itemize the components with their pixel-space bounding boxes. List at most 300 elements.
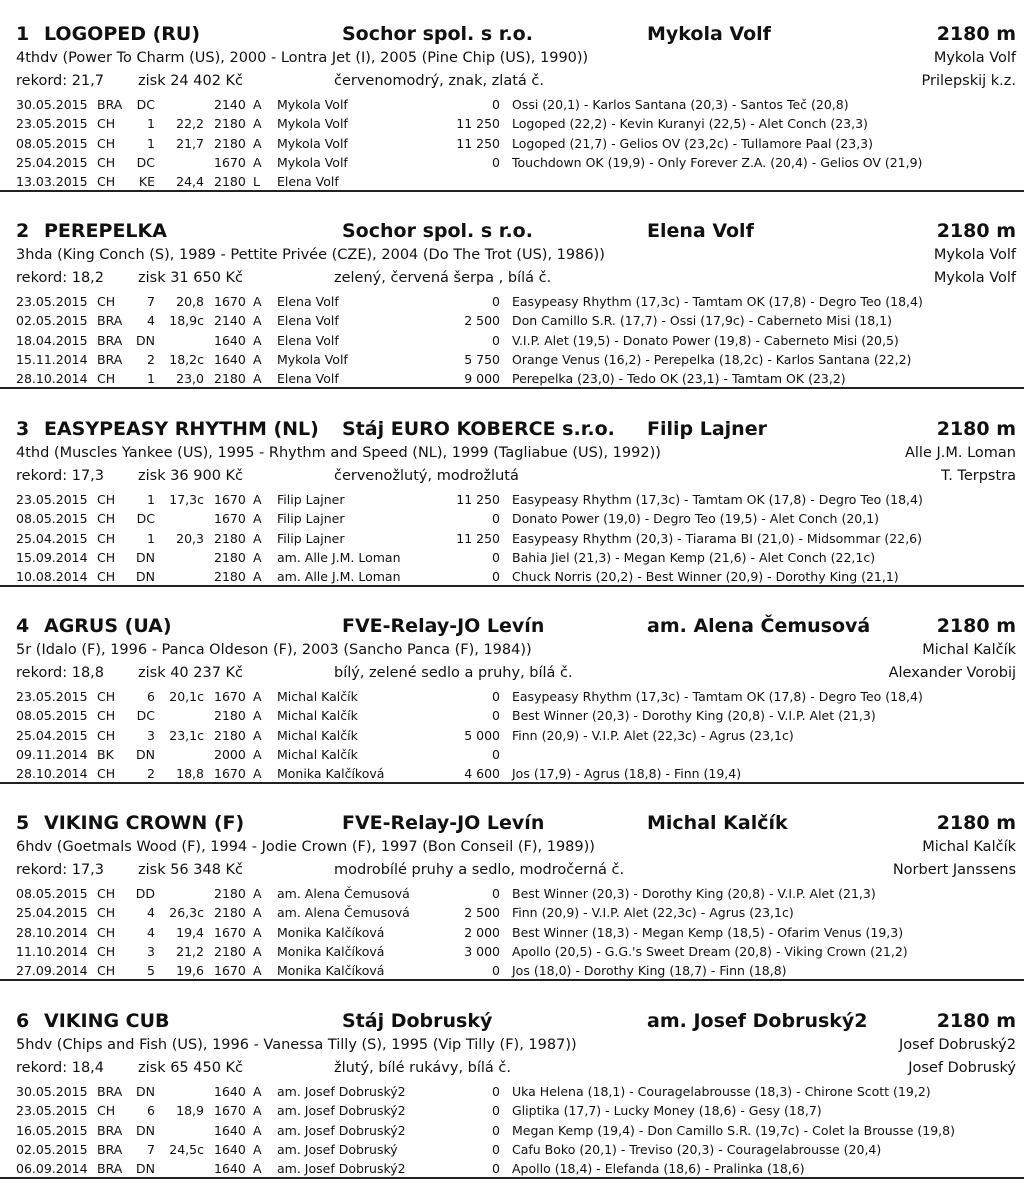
race-track: BRA: [97, 332, 123, 348]
record: rekord: 18,4: [16, 1060, 105, 1076]
race-dist: 2180: [214, 371, 246, 387]
race-prize: 5 750: [464, 351, 500, 367]
race-placing: 2: [147, 351, 155, 367]
race-dist: 2180: [214, 943, 246, 959]
race-placing: DN: [136, 1161, 155, 1177]
race-dist: 1640: [214, 351, 246, 367]
pedigree: 6hdv (Goetmals Wood (F), 1994 - Jodie Crown (F), 1997 (Bon Conseil (F), 1989)): [16, 839, 595, 855]
race-history-row: [0, 509, 1024, 528]
race-date: 13.03.2015: [16, 174, 88, 190]
pedigree: 3hda (King Conch (S), 1989 - Pettite Privée (CZE), 2004 (Do The Trot (US), 1986)): [16, 247, 605, 263]
race-prize: 0: [492, 1122, 500, 1138]
owner-name: Stáj EURO KOBERCE s.r.o.: [342, 418, 615, 440]
race-start: A: [253, 549, 262, 565]
horse-entry: [0, 997, 1024, 1187]
race-history-row: [0, 529, 1024, 548]
pedigree: 4thdv (Power To Charm (US), 2000 - Lontra Jet (I), 2005 (Pine Chip (US), 1990)): [16, 50, 589, 66]
owner-name: Sochor spol. s r.o.: [342, 23, 533, 45]
race-start: A: [253, 727, 262, 743]
race-history-row: [0, 706, 1024, 725]
race-placing: 4: [147, 313, 155, 329]
trainer-name: Michal Kalčík: [922, 839, 1016, 855]
race-history-row: [0, 134, 1024, 153]
race-driver: am. Alena Čemusová: [277, 905, 410, 921]
horse-number: 2: [16, 220, 30, 242]
race-prize: 0: [492, 689, 500, 704]
race-driver: am. Alena Čemusová: [277, 886, 410, 901]
race-date: 23.05.2015: [16, 116, 88, 132]
race-prize: 11 250: [456, 492, 500, 507]
race-start: A: [253, 1161, 262, 1177]
race-date: 28.10.2014: [16, 924, 88, 940]
race-history-row: [0, 1140, 1024, 1159]
race-placing: DN: [136, 1122, 155, 1138]
race-track: CH: [97, 924, 116, 940]
race-start: A: [253, 492, 262, 507]
race-dist: 1670: [214, 294, 246, 309]
horse-name: VIKING CROWN (F): [44, 812, 245, 834]
horse-name: AGRUS (UA): [44, 615, 172, 637]
race-placing: DN: [136, 332, 155, 348]
record: rekord: 17,3: [16, 862, 105, 878]
race-track: CH: [97, 511, 116, 527]
racing-colors: žlutý, bílé rukávy, bílá č.: [334, 1060, 512, 1076]
race-dist: 2180: [214, 886, 246, 901]
race-track: CH: [97, 154, 116, 170]
trainer-name: Mykola Volf: [933, 247, 1016, 263]
pedigree: 5hdv (Chips and Fish (US), 1996 - Vanessa Tilly (S), 1995 (Vip Tilly (F), 1987)): [16, 1037, 577, 1053]
owner-name: Stáj Dobruský: [342, 1010, 493, 1032]
race-driver: am. Josef Dobruský2: [277, 1084, 406, 1099]
race-date: 08.05.2015: [16, 886, 88, 901]
race-prize: 11 250: [456, 135, 500, 151]
race-prize: 0: [492, 708, 500, 724]
race-start: A: [253, 371, 262, 387]
race-placing: DC: [136, 154, 155, 170]
race-placing: 7: [147, 294, 155, 309]
driver-name: Filip Lajner: [647, 418, 767, 440]
race-date: 08.05.2015: [16, 708, 88, 724]
race-placing: 1: [147, 135, 155, 151]
race-history-row: [0, 369, 1024, 388]
race-dist: 1640: [214, 1122, 246, 1138]
race-driver: am. Josef Dobruský2: [277, 1161, 406, 1177]
race-date: 08.05.2015: [16, 135, 88, 151]
race-result: Gliptika (17,7) - Lucky Money (18,6) - Gesy (18,7): [512, 1103, 822, 1119]
horse-number: 4: [16, 615, 30, 637]
race-result: Easypeasy Rhythm (17,3c) - Tamtam OK (17,8) - Degro Teo (18,4): [512, 294, 923, 309]
racing-colors: červenožlutý, modrožlutá: [334, 468, 519, 484]
race-placing: 4: [147, 905, 155, 921]
race-history-row: [0, 153, 1024, 172]
race-prize: 0: [492, 886, 500, 901]
race-dist: 1670: [214, 963, 246, 979]
earnings: zisk 65 450 Kč: [138, 1060, 244, 1076]
section-divider: [0, 585, 1024, 587]
race-history-row: [0, 331, 1024, 350]
race-history-row: [0, 1082, 1024, 1101]
race-start: A: [253, 905, 262, 921]
race-history-row: [0, 548, 1024, 567]
race-time: 22,2: [176, 116, 204, 132]
race-time: 18,8: [176, 766, 204, 782]
race-distance: 2180 m: [936, 615, 1016, 637]
race-history-row: [0, 884, 1024, 903]
horse-name: EASYPEASY RHYTHM (NL): [44, 418, 319, 440]
race-dist: 2180: [214, 116, 246, 132]
race-placing: 1: [147, 116, 155, 132]
race-track: CH: [97, 708, 116, 724]
race-driver: am. Josef Dobruský2: [277, 1122, 406, 1138]
race-track: BRA: [97, 313, 123, 329]
race-prize: 11 250: [456, 116, 500, 132]
race-date: 18.04.2015: [16, 332, 88, 348]
race-result: Apollo (18,4) - Elefanda (18,6) - Pralinka (18,6): [512, 1161, 805, 1177]
race-placing: 2: [147, 766, 155, 782]
race-date: 25.04.2015: [16, 154, 88, 170]
race-placing: 1: [147, 371, 155, 387]
race-result: Cafu Boko (20,1) - Treviso (20,3) - Couragelabrousse (20,4): [512, 1141, 882, 1157]
race-prize: 0: [492, 1103, 500, 1119]
race-track: CH: [97, 943, 116, 959]
race-track: CH: [97, 294, 116, 309]
race-track: CH: [97, 727, 116, 743]
race-start: A: [253, 1103, 262, 1119]
race-prize: 3 000: [464, 943, 500, 959]
race-history-row: [0, 350, 1024, 369]
race-track: BRA: [97, 351, 123, 367]
race-date: 28.10.2014: [16, 766, 88, 782]
trainer-name: Alle J.M. Loman: [904, 445, 1016, 461]
race-placing: 1: [147, 530, 155, 546]
race-driver: Mykola Volf: [277, 116, 348, 132]
race-time: 20,3: [176, 530, 204, 546]
race-driver: Elena Volf: [277, 371, 339, 387]
earnings: zisk 56 348 Kč: [138, 862, 244, 878]
horse-number: 1: [16, 23, 30, 45]
horse-name: VIKING CUB: [44, 1010, 170, 1032]
race-history-row: [0, 292, 1024, 311]
section-divider: [0, 387, 1024, 389]
owner-name: FVE-Relay-JO Levín: [342, 812, 545, 834]
horse-entry: [0, 207, 1024, 397]
section-divider: [0, 190, 1024, 192]
race-placing: DC: [136, 511, 155, 527]
race-start: A: [253, 116, 262, 132]
race-date: 25.04.2015: [16, 530, 88, 546]
race-result: Touchdown OK (19,9) - Only Forever Z.A. (20,4) - Gelios OV (21,9): [512, 154, 923, 170]
race-result: V.I.P. Alet (19,5) - Donato Power (19,8) - Caberneto Misi (20,5): [512, 332, 899, 348]
race-prize: 0: [492, 294, 500, 309]
race-track: CH: [97, 135, 116, 151]
race-driver: Monika Kalčíková: [277, 766, 385, 782]
race-history-row: [0, 1121, 1024, 1140]
race-result: Bahia Jiel (21,3) - Megan Kemp (21,6) - Alet Conch (22,1c): [512, 549, 876, 565]
race-driver: Mykola Volf: [277, 351, 348, 367]
race-start: A: [253, 766, 262, 782]
race-date: 08.05.2015: [16, 511, 88, 527]
owner-name: FVE-Relay-JO Levín: [342, 615, 545, 637]
race-track: BRA: [97, 1122, 123, 1138]
race-dist: 2180: [214, 174, 246, 190]
race-date: 09.11.2014: [16, 746, 88, 762]
race-track: BRA: [97, 1161, 123, 1177]
race-dist: 2180: [214, 708, 246, 724]
race-result: Easypeasy Rhythm (17,3c) - Tamtam OK (17,8) - Degro Teo (18,4): [512, 492, 923, 507]
race-dist: 1670: [214, 511, 246, 527]
race-prize: 4 600: [464, 766, 500, 782]
race-start: A: [253, 746, 262, 762]
race-dist: 1670: [214, 154, 246, 170]
race-result: Megan Kemp (19,4) - Don Camillo S.R. (19,7c) - Colet la Brousse (19,8): [512, 1122, 955, 1138]
race-dist: 2180: [214, 530, 246, 546]
race-date: 02.05.2015: [16, 313, 88, 329]
race-prize: 0: [492, 746, 500, 762]
race-result: Jos (17,9) - Agrus (18,8) - Finn (19,4): [512, 766, 742, 782]
race-result: Jos (18,0) - Dorothy King (18,7) - Finn (18,8): [512, 963, 787, 979]
race-date: 10.08.2014: [16, 569, 88, 585]
race-driver: Elena Volf: [277, 332, 339, 348]
race-time: 18,9: [176, 1103, 204, 1119]
race-prize: 0: [492, 963, 500, 979]
record: rekord: 17,3: [16, 468, 105, 484]
race-result: Best Winner (20,3) - Dorothy King (20,8) - V.I.P. Alet (21,3): [512, 708, 876, 724]
horse-name: LOGOPED (RU): [44, 23, 201, 45]
race-date: 27.09.2014: [16, 963, 88, 979]
race-prize: 11 250: [456, 530, 500, 546]
race-dist: 2180: [214, 905, 246, 921]
race-prize: 0: [492, 1141, 500, 1157]
race-dist: 2180: [214, 569, 246, 585]
race-result: Chuck Norris (20,2) - Best Winner (20,9) - Dorothy King (21,1): [512, 569, 899, 585]
race-time: 24,5c: [169, 1141, 204, 1157]
race-dist: 1670: [214, 689, 246, 704]
race-driver: Filip Lajner: [277, 492, 345, 507]
race-time: 17,3c: [169, 492, 204, 507]
race-driver: Elena Volf: [277, 294, 339, 309]
race-driver: Monika Kalčíková: [277, 943, 385, 959]
race-history-row: [0, 172, 1024, 191]
race-time: 19,4: [176, 924, 204, 940]
race-prize: 2 000: [464, 924, 500, 940]
horse-name: PEREPELKA: [44, 220, 167, 242]
race-track: CH: [97, 371, 116, 387]
race-distance: 2180 m: [936, 418, 1016, 440]
earnings: zisk 31 650 Kč: [138, 270, 244, 286]
race-placing: DN: [136, 746, 155, 762]
race-start: L: [253, 174, 260, 190]
race-date: 16.05.2015: [16, 1122, 88, 1138]
race-placing: DN: [136, 569, 155, 585]
race-prize: 0: [492, 1161, 500, 1177]
race-history-row: [0, 764, 1024, 783]
race-driver: Monika Kalčíková: [277, 963, 385, 979]
trainer-name: Mykola Volf: [933, 50, 1016, 66]
race-track: BRA: [97, 97, 123, 112]
race-start: A: [253, 294, 262, 309]
race-date: 11.10.2014: [16, 943, 88, 959]
race-date: 15.09.2014: [16, 549, 88, 565]
race-date: 15.11.2014: [16, 351, 88, 367]
race-driver: Filip Lajner: [277, 511, 345, 527]
race-placing: 6: [147, 689, 155, 704]
race-history-row: [0, 687, 1024, 706]
race-track: CH: [97, 174, 116, 190]
race-prize: 5 000: [464, 727, 500, 743]
earnings: zisk 24 402 Kč: [138, 73, 244, 89]
race-time: 24,4: [176, 174, 204, 190]
breeder-name: Mykola Volf: [933, 270, 1016, 286]
race-start: A: [253, 886, 262, 901]
race-track: CH: [97, 963, 116, 979]
race-driver: am. Alle J.M. Loman: [277, 569, 401, 585]
race-placing: DC: [136, 97, 155, 112]
race-placing: 4: [147, 924, 155, 940]
race-date: 25.04.2015: [16, 905, 88, 921]
race-history-row: [0, 961, 1024, 980]
race-start: A: [253, 530, 262, 546]
race-time: 19,6: [176, 963, 204, 979]
earnings: zisk 40 237 Kč: [138, 665, 244, 681]
race-start: A: [253, 351, 262, 367]
breeder-name: T. Terpstra: [941, 468, 1016, 484]
section-divider: [0, 979, 1024, 981]
trainer-name: Michal Kalčík: [922, 642, 1016, 658]
section-divider: [0, 782, 1024, 784]
race-track: CH: [97, 905, 116, 921]
race-result: Logoped (21,7) - Gelios OV (23,2c) - Tullamore Paal (23,3): [512, 135, 874, 151]
driver-name: Elena Volf: [647, 220, 754, 242]
race-result: Perepelka (23,0) - Tedo OK (23,1) - Tamtam OK (23,2): [512, 371, 846, 387]
race-prize: 0: [492, 1084, 500, 1099]
race-placing: 3: [147, 943, 155, 959]
race-distance: 2180 m: [936, 1010, 1016, 1032]
race-history-row: [0, 745, 1024, 764]
race-track: CH: [97, 766, 116, 782]
race-history-row: [0, 1101, 1024, 1120]
horse-entry: [0, 10, 1024, 200]
race-placing: 3: [147, 727, 155, 743]
race-prize: 0: [492, 97, 500, 112]
race-driver: Michal Kalčík: [277, 708, 358, 724]
race-driver: Elena Volf: [277, 313, 339, 329]
race-track: CH: [97, 689, 116, 704]
race-dist: 2000: [214, 746, 246, 762]
race-placing: DN: [136, 549, 155, 565]
race-driver: Michal Kalčík: [277, 689, 358, 704]
race-result: Donato Power (19,0) - Degro Teo (19,5) - Alet Conch (20,1): [512, 511, 880, 527]
race-date: 28.10.2014: [16, 371, 88, 387]
race-prize: 2 500: [464, 313, 500, 329]
race-driver: Mykola Volf: [277, 135, 348, 151]
race-start: A: [253, 1122, 262, 1138]
race-result: Ossi (20,1) - Karlos Santana (20,3) - Santos Teč (20,8): [512, 97, 849, 112]
race-time: 20,1c: [169, 689, 204, 704]
breeder-name: Norbert Janssens: [892, 862, 1016, 878]
race-start: A: [253, 708, 262, 724]
race-history-row: [0, 726, 1024, 745]
record: rekord: 18,8: [16, 665, 105, 681]
race-dist: 1670: [214, 766, 246, 782]
race-track: CH: [97, 492, 116, 507]
race-dist: 1670: [214, 924, 246, 940]
race-result: Best Winner (20,3) - Dorothy King (20,8) - V.I.P. Alet (21,3): [512, 886, 876, 901]
race-date: 06.09.2014: [16, 1161, 88, 1177]
race-dist: 2180: [214, 135, 246, 151]
record: rekord: 18,2: [16, 270, 105, 286]
race-track: CH: [97, 569, 116, 585]
race-distance: 2180 m: [936, 220, 1016, 242]
horse-entry: [0, 405, 1024, 595]
breeder-name: Prilepskij k.z.: [921, 73, 1016, 89]
racing-colors: červenomodrý, znak, zlatá č.: [334, 73, 544, 89]
race-result: Orange Venus (16,2) - Perepelka (18,2c) - Karlos Santana (22,2): [512, 351, 912, 367]
race-distance: 2180 m: [936, 812, 1016, 834]
race-history-row: [0, 1159, 1024, 1178]
race-start: A: [253, 154, 262, 170]
race-placing: 6: [147, 1103, 155, 1119]
race-start: A: [253, 569, 262, 585]
race-driver: Elena Volf: [277, 174, 339, 190]
race-dist: 2180: [214, 549, 246, 565]
driver-name: am. Alena Čemusová: [647, 615, 871, 637]
race-result: Logoped (22,2) - Kevin Kuranyi (22,5) - Alet Conch (23,3): [512, 116, 868, 132]
race-dist: 2140: [214, 313, 246, 329]
race-track: CH: [97, 549, 116, 565]
race-history-row: [0, 311, 1024, 330]
race-driver: Filip Lajner: [277, 530, 345, 546]
race-prize: 0: [492, 154, 500, 170]
race-track: BRA: [97, 1084, 123, 1099]
race-date: 02.05.2015: [16, 1141, 88, 1157]
race-start: A: [253, 97, 262, 112]
race-history-row: [0, 903, 1024, 922]
race-track: BK: [97, 746, 114, 762]
race-result: Apollo (20,5) - G.G.'s Sweet Dream (20,8) - Viking Crown (21,2): [512, 943, 908, 959]
race-history-row: [0, 942, 1024, 961]
race-prize: 0: [492, 511, 500, 527]
race-start: A: [253, 511, 262, 527]
race-dist: 2180: [214, 727, 246, 743]
race-start: A: [253, 689, 262, 704]
race-history-row: [0, 567, 1024, 586]
race-result: Easypeasy Rhythm (20,3) - Tiarama BI (21,0) - Midsommar (22,6): [512, 530, 922, 546]
breeder-name: Alexander Vorobij: [888, 665, 1016, 681]
race-placing: DC: [136, 708, 155, 724]
race-start: A: [253, 963, 262, 979]
race-start: A: [253, 1141, 262, 1157]
race-start: A: [253, 943, 262, 959]
breeder-name: Josef Dobruský: [908, 1060, 1016, 1076]
race-date: 25.04.2015: [16, 727, 88, 743]
horse-number: 6: [16, 1010, 30, 1032]
race-track: CH: [97, 886, 116, 901]
race-dist: 1640: [214, 1161, 246, 1177]
race-driver: Mykola Volf: [277, 154, 348, 170]
section-divider: [0, 1177, 1024, 1179]
race-dist: 2140: [214, 97, 246, 112]
race-result: Easypeasy Rhythm (17,3c) - Tamtam OK (17,8) - Degro Teo (18,4): [512, 689, 923, 704]
race-dist: 1640: [214, 1141, 246, 1157]
driver-name: am. Josef Dobruský2: [647, 1010, 868, 1032]
race-driver: Monika Kalčíková: [277, 924, 385, 940]
race-placing: DD: [135, 886, 155, 901]
race-driver: Michal Kalčík: [277, 746, 358, 762]
race-dist: 1640: [214, 332, 246, 348]
racing-colors: bílý, zelené sedlo a pruhy, bílá č.: [334, 665, 573, 681]
race-driver: am. Josef Dobruský2: [277, 1103, 406, 1119]
race-placing: 5: [147, 963, 155, 979]
